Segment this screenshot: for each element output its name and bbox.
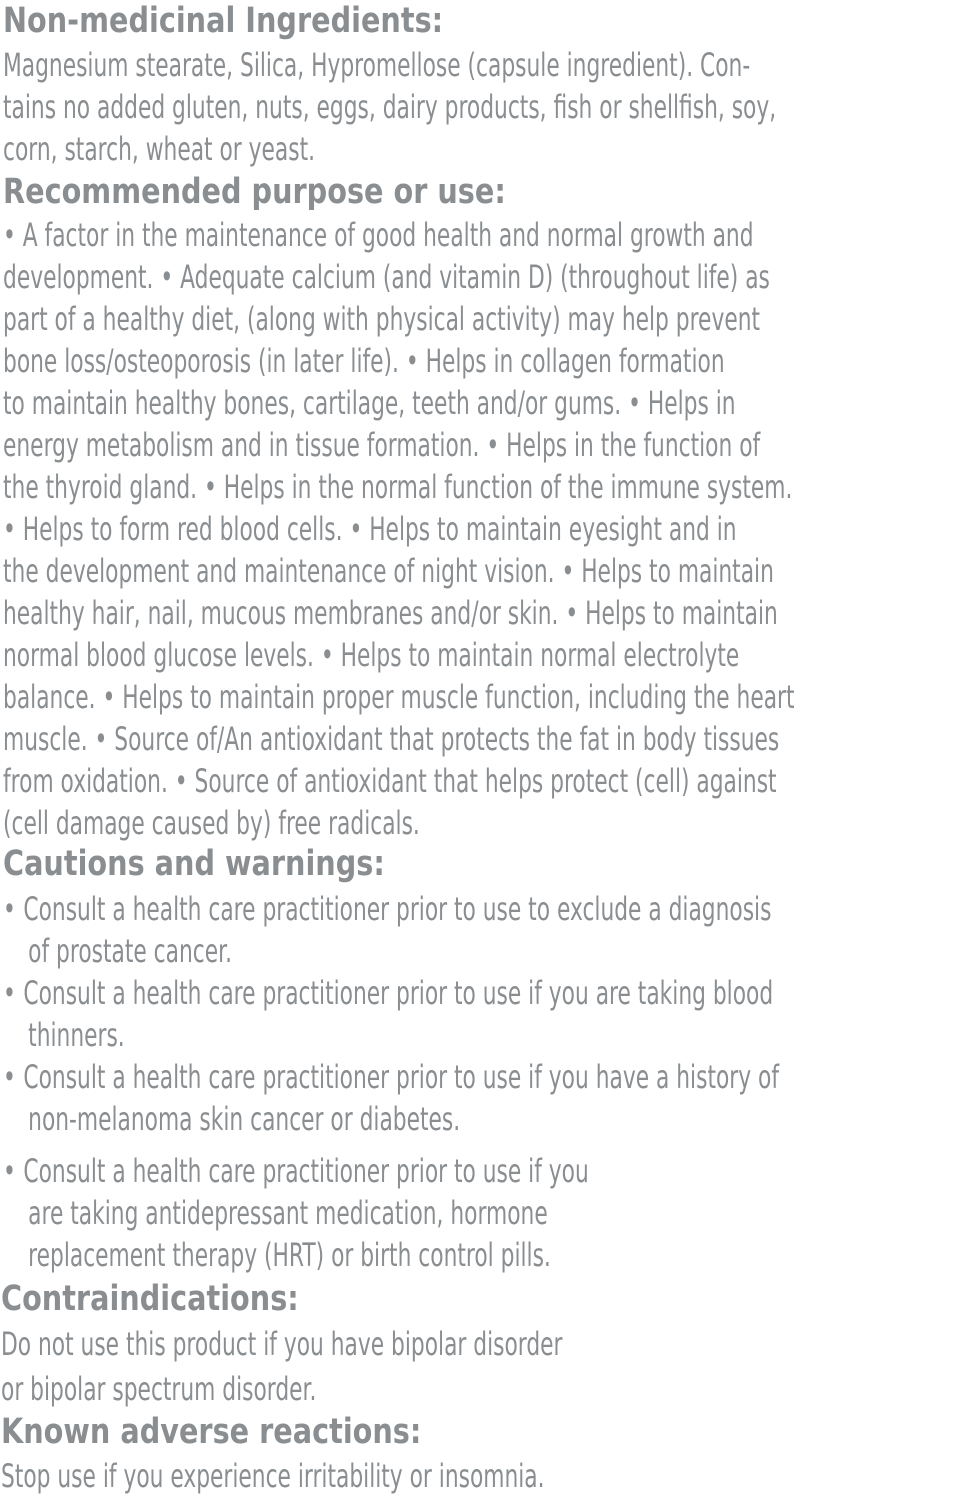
caution-item xyxy=(3,1150,589,1276)
text-line: healthy hair, nail, mucous membranes and/or skin. • Helps to maintain xyxy=(3,594,778,632)
adverse-heading: Known adverse reactions: xyxy=(1,1412,422,1452)
text-line: muscle. • Source of/An antioxidant that protects the fat in body tissues xyxy=(3,720,780,758)
text-line: bone loss/osteoporosis (in later life). • Helps in collagen formation xyxy=(3,342,725,380)
purpose-heading: Recommended purpose or use: xyxy=(3,172,506,212)
caution-line: Consult a health care practitioner prior to use if you have a history of xyxy=(23,1058,779,1096)
text-line: or bipolar spectrum disorder. xyxy=(1,1370,317,1408)
adverse-text xyxy=(1,1455,545,1497)
caution-item xyxy=(3,1056,779,1140)
bullet-icon: • xyxy=(3,890,16,928)
text-line: the thyroid gland. • Helps in the normal function of the immune system. xyxy=(3,468,793,506)
caution-line: Consult a health care practitioner prior to use if you xyxy=(23,1152,589,1190)
non-medicinal-heading: Non-medicinal Ingredients: xyxy=(3,1,444,41)
text-line: • Helps to form red blood cells. • Helps to maintain eyesight and in xyxy=(3,510,737,548)
caution-line: of prostate cancer. xyxy=(28,932,232,970)
cautions-heading: Cautions and warnings: xyxy=(3,844,385,884)
bullet-icon: • xyxy=(3,1152,16,1190)
caution-line: Consult a health care practitioner prior to use if you are taking blood xyxy=(23,974,774,1012)
text-line: (cell damage caused by) free radicals. xyxy=(3,804,420,842)
text-line: balance. • Helps to maintain proper muscle function, including the heart xyxy=(3,678,795,716)
caution-line: replacement therapy (HRT) or birth control pills. xyxy=(28,1236,551,1274)
text-line: from oxidation. • Source of antioxidant that helps protect (cell) against xyxy=(3,762,777,800)
caution-line: non-melanoma skin cancer or diabetes. xyxy=(28,1100,461,1138)
text-line: Do not use this product if you have bipolar disorder xyxy=(1,1325,563,1363)
text-line: energy metabolism and in tissue formation. • Helps in the function of xyxy=(3,426,761,464)
caution-item xyxy=(3,888,771,972)
purpose-text xyxy=(3,214,795,844)
text-line: to maintain healthy bones, cartilage, teeth and/or gums. • Helps in xyxy=(3,384,736,422)
text-line: Magnesium stearate, Silica, Hypromellose (capsule ingredient). Con- xyxy=(3,46,751,84)
contraindications-heading: Contraindications: xyxy=(1,1279,299,1319)
caution-line: thinners. xyxy=(28,1016,125,1054)
bullet-icon: • xyxy=(3,974,16,1012)
non-medicinal-text xyxy=(3,44,776,170)
bullet-icon: • xyxy=(3,1058,16,1096)
text-line: development. • Adequate calcium (and vitamin D) (throughout life) as xyxy=(3,258,770,296)
text-line: part of a healthy diet, (along with physical activity) may help prevent xyxy=(3,300,761,338)
text-line: the development and maintenance of night vision. • Helps to maintain xyxy=(3,552,774,590)
text-line: corn, starch, wheat or yeast. xyxy=(3,130,316,168)
text-line: normal blood glucose levels. • Helps to maintain normal electrolyte xyxy=(3,636,740,674)
text-line: • A factor in the maintenance of good health and normal growth and xyxy=(3,216,754,254)
text-line: Stop use if you experience irritability or insomnia. xyxy=(1,1457,545,1495)
text-line: tains no added gluten, nuts, eggs, dairy products, fish or shellfish, soy, xyxy=(3,88,777,126)
caution-line: are taking antidepressant medication, hormone xyxy=(28,1194,548,1232)
caution-item xyxy=(3,972,773,1056)
caution-line: Consult a health care practitioner prior to use to exclude a diagnosis xyxy=(23,890,772,928)
contraindications-text xyxy=(1,1322,562,1412)
